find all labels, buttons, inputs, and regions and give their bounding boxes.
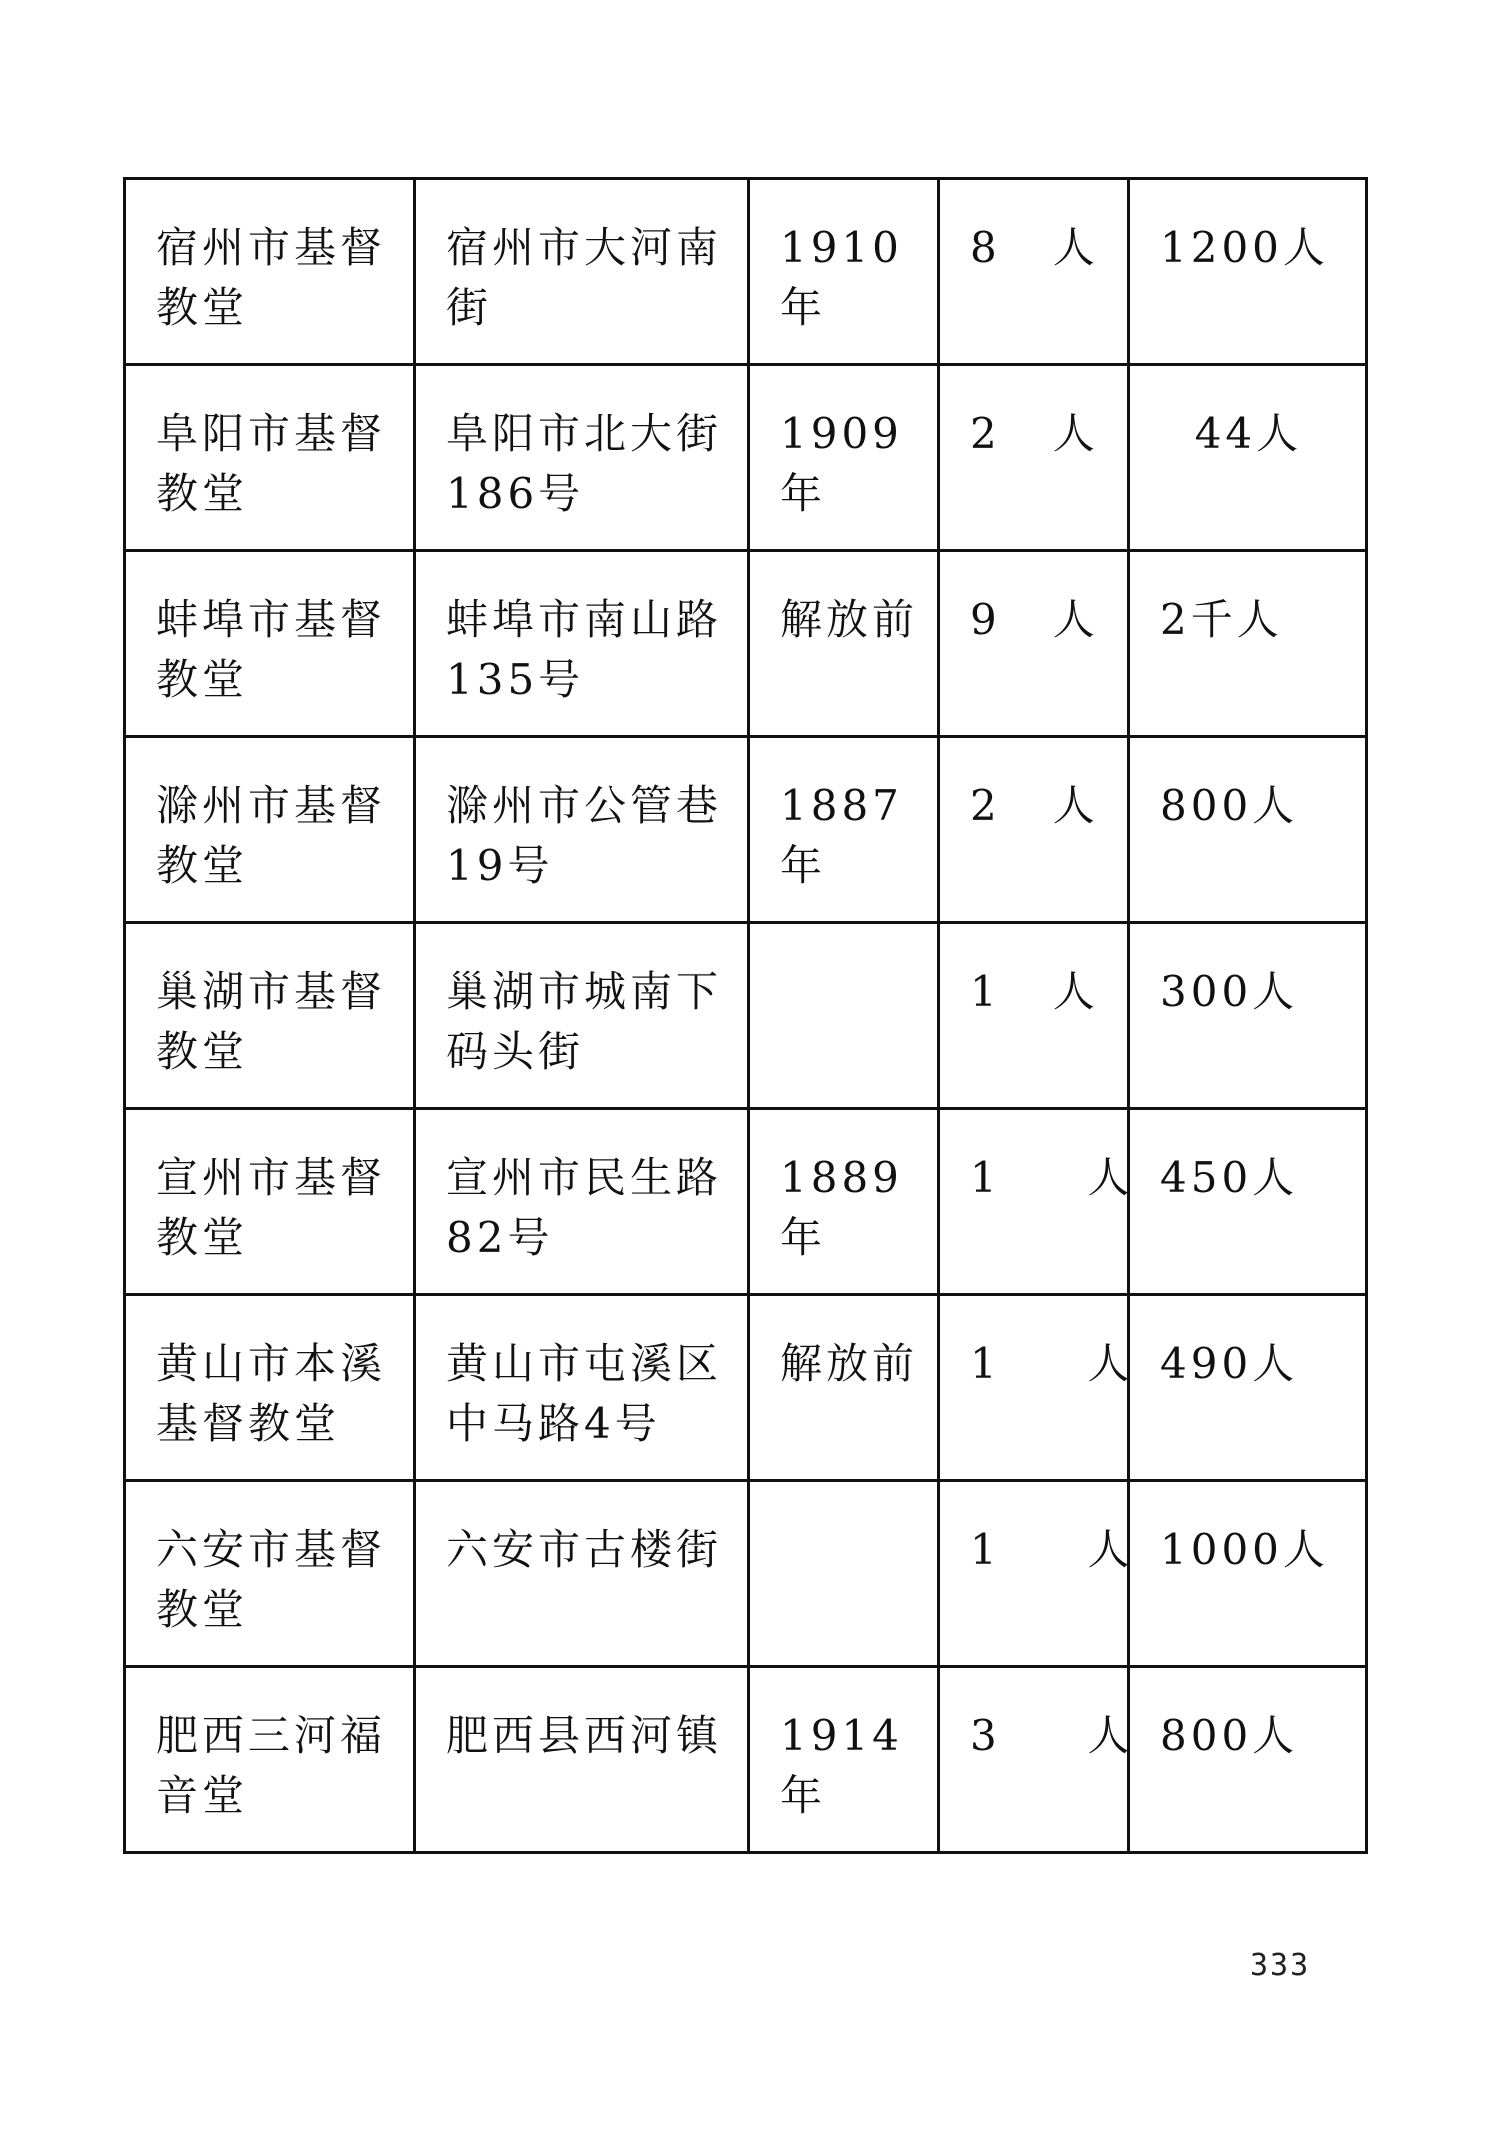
staff-cell: 2 人 — [939, 737, 1129, 923]
table-row — [125, 1295, 1367, 1481]
table-row — [125, 551, 1367, 737]
church-name-cell: 六安市基督教堂 — [125, 1481, 415, 1667]
staff-cell: 1 人 — [939, 1481, 1129, 1667]
table-row — [125, 737, 1367, 923]
founded-cell: 解放前 — [749, 1295, 939, 1481]
address-cell: 宣州市民生路82号 — [415, 1109, 749, 1295]
church-name-cell: 黄山市本溪基督教堂 — [125, 1295, 415, 1481]
table-row — [125, 1481, 1367, 1667]
members-cell: 800人 — [1129, 737, 1367, 923]
address-cell: 宿州市大河南街 — [415, 179, 749, 365]
members-cell: 1200人 — [1129, 179, 1367, 365]
founded-cell: 1887年 — [749, 737, 939, 923]
founded-cell: 1910年 — [749, 179, 939, 365]
founded-cell: 1909年 — [749, 365, 939, 551]
staff-cell: 1 人 — [939, 1295, 1129, 1481]
staff-cell: 9 人 — [939, 551, 1129, 737]
founded-cell: 1914年 — [749, 1667, 939, 1853]
staff-cell: 3 人 — [939, 1667, 1129, 1853]
staff-cell: 8 人 — [939, 179, 1129, 365]
church-name-cell: 阜阳市基督教堂 — [125, 365, 415, 551]
staff-cell: 2 人 — [939, 365, 1129, 551]
founded-cell — [749, 1481, 939, 1667]
church-name-cell: 蚌埠市基督教堂 — [125, 551, 415, 737]
church-name-cell: 滁州市基督教堂 — [125, 737, 415, 923]
church-name-cell: 宣州市基督教堂 — [125, 1109, 415, 1295]
founded-cell — [749, 923, 939, 1109]
table-row — [125, 1667, 1367, 1853]
church-name-cell: 宿州市基督教堂 — [125, 179, 415, 365]
address-cell: 滁州市公管巷19号 — [415, 737, 749, 923]
table-row — [125, 365, 1367, 551]
table-row — [125, 923, 1367, 1109]
church-table — [123, 177, 1368, 1854]
founded-cell: 解放前 — [749, 551, 939, 737]
members-cell: 1000人 — [1129, 1481, 1367, 1667]
address-cell: 巢湖市城南下码头街 — [415, 923, 749, 1109]
page-number: 333 — [1250, 1948, 1311, 1983]
members-cell: 490人 — [1129, 1295, 1367, 1481]
members-cell: 300人 — [1129, 923, 1367, 1109]
address-cell: 蚌埠市南山路135号 — [415, 551, 749, 737]
table-row — [125, 179, 1367, 365]
church-name-cell: 巢湖市基督教堂 — [125, 923, 415, 1109]
founded-cell: 1889年 — [749, 1109, 939, 1295]
address-cell: 肥西县西河镇 — [415, 1667, 749, 1853]
table-row — [125, 1109, 1367, 1295]
members-cell: 2千人 — [1129, 551, 1367, 737]
address-cell: 黄山市屯溪区中马路4号 — [415, 1295, 749, 1481]
church-name-cell: 肥西三河福音堂 — [125, 1667, 415, 1853]
staff-cell: 1 人 — [939, 1109, 1129, 1295]
address-cell: 阜阳市北大街186号 — [415, 365, 749, 551]
members-cell: 44人 — [1129, 365, 1367, 551]
address-cell: 六安市古楼街 — [415, 1481, 749, 1667]
members-cell: 800人 — [1129, 1667, 1367, 1853]
members-cell: 450人 — [1129, 1109, 1367, 1295]
staff-cell: 1 人 — [939, 923, 1129, 1109]
